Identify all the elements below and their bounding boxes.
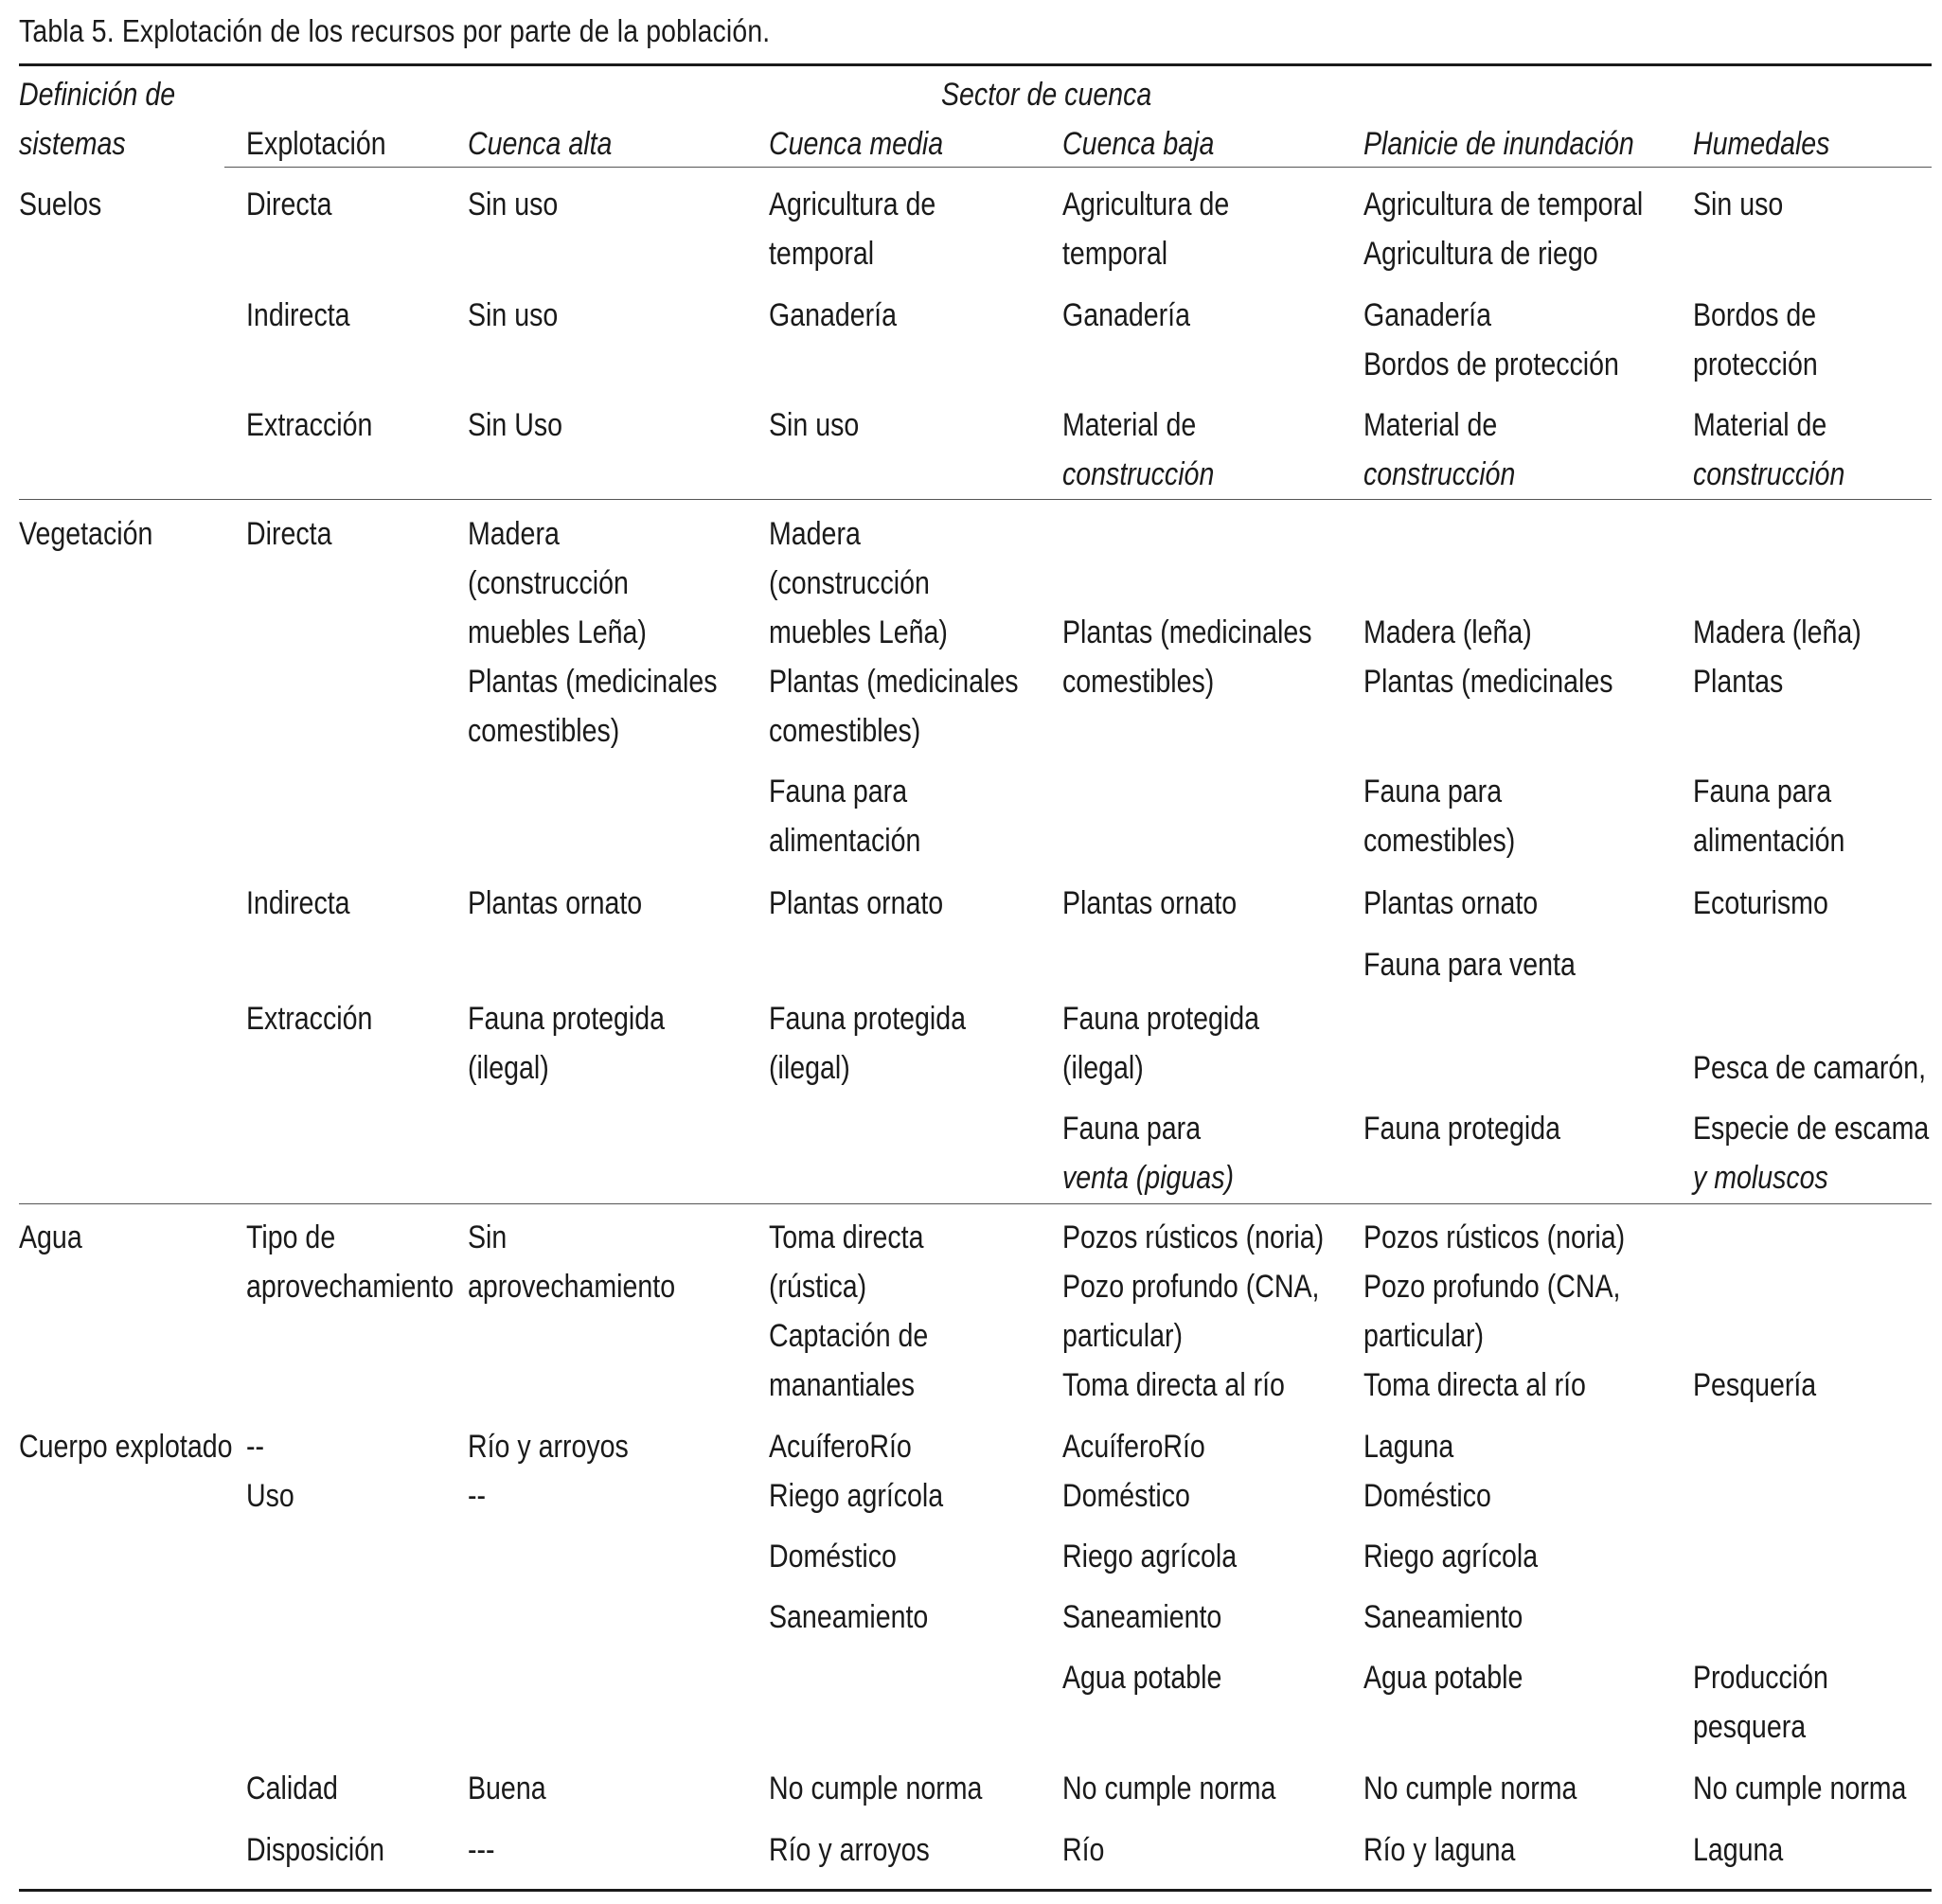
agua-cuerpo-alta: Río y arroyos: [468, 1429, 629, 1465]
sistema-cuerpo-explotado: Cuerpo explotado: [19, 1429, 233, 1465]
agua-calidad-baja: No cumple norma: [1062, 1771, 1276, 1806]
agua-disposicion-humedales: Laguna: [1693, 1832, 1784, 1868]
agua-tipo-baja: Pozos rústicos (noria) Pozo profundo (CNA, particular) Toma directa al río: [1062, 1219, 1325, 1403]
suelos-extraccion-label: Extracción: [246, 407, 373, 443]
agua-tipo-humedales: Pesquería: [1693, 1367, 1817, 1403]
vegetacion-extraccion-humedales-1: Pesca de camarón,: [1693, 1050, 1927, 1086]
agua-disposicion-alta: ---: [468, 1832, 495, 1868]
agua-uso-planicie-3: Saneamiento: [1363, 1599, 1523, 1635]
agua-uso-label: Uso: [246, 1478, 294, 1514]
agua-tipo-label: Tipo de aprovechamiento: [246, 1219, 454, 1305]
agua-calidad-label: Calidad: [246, 1771, 338, 1806]
vegetacion-indirecta-label: Indirecta: [246, 885, 350, 921]
sistema-vegetacion: Vegetación: [19, 516, 153, 552]
vegetacion-indirecta-media: Plantas ornato: [769, 885, 944, 921]
vegetacion-indirecta-planicie-2: Fauna para venta: [1363, 947, 1576, 983]
header-definicion-line2: sistemas: [19, 126, 126, 162]
suelos-directa-label: Directa: [246, 187, 332, 222]
agua-uso-alta: --: [468, 1478, 487, 1514]
suelos-extraccion-humedales-2: construcción: [1693, 456, 1845, 492]
top-rule: [19, 63, 1932, 66]
header-cuenca-alta: Cuenca alta: [468, 126, 613, 162]
header-sector-de-cuenca: Sector de cuenca: [941, 77, 1152, 113]
suelos-extraccion-planicie-2: construcción: [1363, 456, 1516, 492]
vegetacion-extraccion-baja: Fauna protegida (ilegal): [1062, 1001, 1260, 1086]
agua-uso-planicie-4: Agua potable: [1363, 1660, 1523, 1696]
suelos-directa-alta: Sin uso: [468, 187, 559, 222]
agua-uso-planicie-2: Riego agrícola: [1363, 1539, 1539, 1575]
table-caption: Tabla 5. Explotación de los recursos por parte de la población.: [19, 13, 771, 48]
vegetacion-directa-baja: Plantas (medicinales comestibles): [1062, 614, 1312, 700]
agua-cuerpo-media: AcuíferoRío: [769, 1429, 912, 1465]
agua-cuerpo-baja: AcuíferoRío: [1062, 1429, 1205, 1465]
agua-uso-baja-3: Saneamiento: [1062, 1599, 1222, 1635]
agua-disposicion-baja: Río: [1062, 1832, 1105, 1868]
vegetacion-extraccion-baja-2a: Fauna para: [1062, 1111, 1202, 1147]
suelos-extraccion-baja-1: Material de: [1062, 407, 1197, 443]
agua-disposicion-planicie: Río y laguna: [1363, 1832, 1516, 1868]
header-rule: [224, 167, 1932, 168]
vegetacion-extraccion-alta: Fauna protegida (ilegal): [468, 1001, 666, 1086]
suelos-directa-media: Agricultura de temporal: [769, 187, 936, 272]
header-definicion-line1: Definición de: [19, 77, 176, 113]
vegetacion-extraccion-media: Fauna protegida (ilegal): [769, 1001, 967, 1086]
suelos-extraccion-alta: Sin Uso: [468, 407, 563, 443]
vegetacion-indirecta-alta: Plantas ornato: [468, 885, 643, 921]
vegetacion-directa-media: Madera (construcción muebles Leña) Plantas (medicinales comestibles): [769, 516, 1019, 749]
suelos-indirecta-humedales: Bordos de protección: [1693, 297, 1818, 383]
suelos-indirecta-media: Ganadería: [769, 297, 897, 333]
vegetacion-extraccion-label: Extracción: [246, 1001, 373, 1037]
suelos-directa-baja: Agricultura de temporal: [1062, 187, 1230, 272]
header-planicie: Planicie de inundación: [1363, 126, 1634, 162]
suelos-indirecta-label: Indirecta: [246, 297, 350, 333]
agua-uso-media-2: Doméstico: [769, 1539, 897, 1575]
sistema-agua: Agua: [19, 1219, 82, 1255]
vegetacion-directa-humedales-fauna: Fauna para alimentación: [1693, 774, 1845, 859]
agua-calidad-planicie: No cumple norma: [1363, 1771, 1577, 1806]
agua-cuerpo-label: --: [246, 1429, 265, 1465]
suelos-indirecta-planicie: Ganadería Bordos de protección: [1363, 297, 1619, 383]
header-cuenca-baja: Cuenca baja: [1062, 126, 1215, 162]
agua-uso-media-3: Saneamiento: [769, 1599, 929, 1635]
agua-disposicion-media: Río y arroyos: [769, 1832, 930, 1868]
vegetacion-indirecta-humedales: Ecoturismo: [1693, 885, 1828, 921]
agua-cuerpo-planicie: Laguna: [1363, 1429, 1454, 1465]
section-rule-suelos: [19, 499, 1932, 500]
agua-calidad-media: No cumple norma: [769, 1771, 983, 1806]
bottom-rule: [19, 1889, 1932, 1892]
vegetacion-directa-media-fauna: Fauna para alimentación: [769, 774, 921, 859]
agua-calidad-alta: Buena: [468, 1771, 546, 1806]
agua-uso-baja-2: Riego agrícola: [1062, 1539, 1238, 1575]
agua-disposicion-label: Disposición: [246, 1832, 385, 1868]
vegetacion-directa-humedales: Madera (leña) Plantas: [1693, 614, 1862, 700]
suelos-extraccion-planicie-1: Material de: [1363, 407, 1498, 443]
header-humedales: Humedales: [1693, 126, 1830, 162]
agua-tipo-planicie: Pozos rústicos (noria) Pozo profundo (CNA, particular) Toma directa al río: [1363, 1219, 1626, 1403]
agua-tipo-media: Toma directa (rústica) Captación de manantiales: [769, 1219, 929, 1403]
suelos-directa-planicie: Agricultura de temporal Agricultura de riego: [1363, 187, 1644, 272]
agua-calidad-humedales: No cumple norma: [1693, 1771, 1907, 1806]
vegetacion-extraccion-baja-2b: venta (piguas): [1062, 1160, 1234, 1196]
header-cuenca-media: Cuenca media: [769, 126, 944, 162]
agua-tipo-alta: Sin aprovechamiento: [468, 1219, 676, 1305]
sistema-suelos: Suelos: [19, 187, 102, 222]
header-explotacion: Explotación: [246, 126, 386, 162]
suelos-extraccion-baja-2: construcción: [1062, 456, 1215, 492]
suelos-indirecta-baja: Ganadería: [1062, 297, 1190, 333]
vegetacion-indirecta-baja: Plantas ornato: [1062, 885, 1238, 921]
agua-uso-baja-4: Agua potable: [1062, 1660, 1222, 1696]
agua-uso-planicie: Doméstico: [1363, 1478, 1491, 1514]
vegetacion-extraccion-humedales-2a: Especie de escama: [1693, 1111, 1930, 1147]
agua-uso-baja: Doméstico: [1062, 1478, 1190, 1514]
vegetacion-directa-planicie: Madera (leña) Plantas (medicinales: [1363, 614, 1613, 700]
section-rule-vegetacion: [19, 1203, 1932, 1204]
vegetacion-directa-label: Directa: [246, 516, 332, 552]
suelos-extraccion-media: Sin uso: [769, 407, 860, 443]
agua-uso-humedales-4: Producción pesquera: [1693, 1660, 1828, 1745]
suelos-extraccion-humedales-1: Material de: [1693, 407, 1827, 443]
vegetacion-indirecta-planicie: Plantas ornato: [1363, 885, 1539, 921]
vegetacion-directa-alta: Madera (construcción muebles Leña) Plantas (medicinales comestibles): [468, 516, 718, 749]
vegetacion-extraccion-planicie-2: Fauna protegida: [1363, 1111, 1561, 1147]
vegetacion-directa-planicie-fauna: Fauna para comestibles): [1363, 774, 1516, 859]
vegetacion-extraccion-humedales-2b: y moluscos: [1693, 1160, 1828, 1196]
suelos-indirecta-alta: Sin uso: [468, 297, 559, 333]
agua-uso-media: Riego agrícola: [769, 1478, 944, 1514]
suelos-directa-humedales: Sin uso: [1693, 187, 1784, 222]
